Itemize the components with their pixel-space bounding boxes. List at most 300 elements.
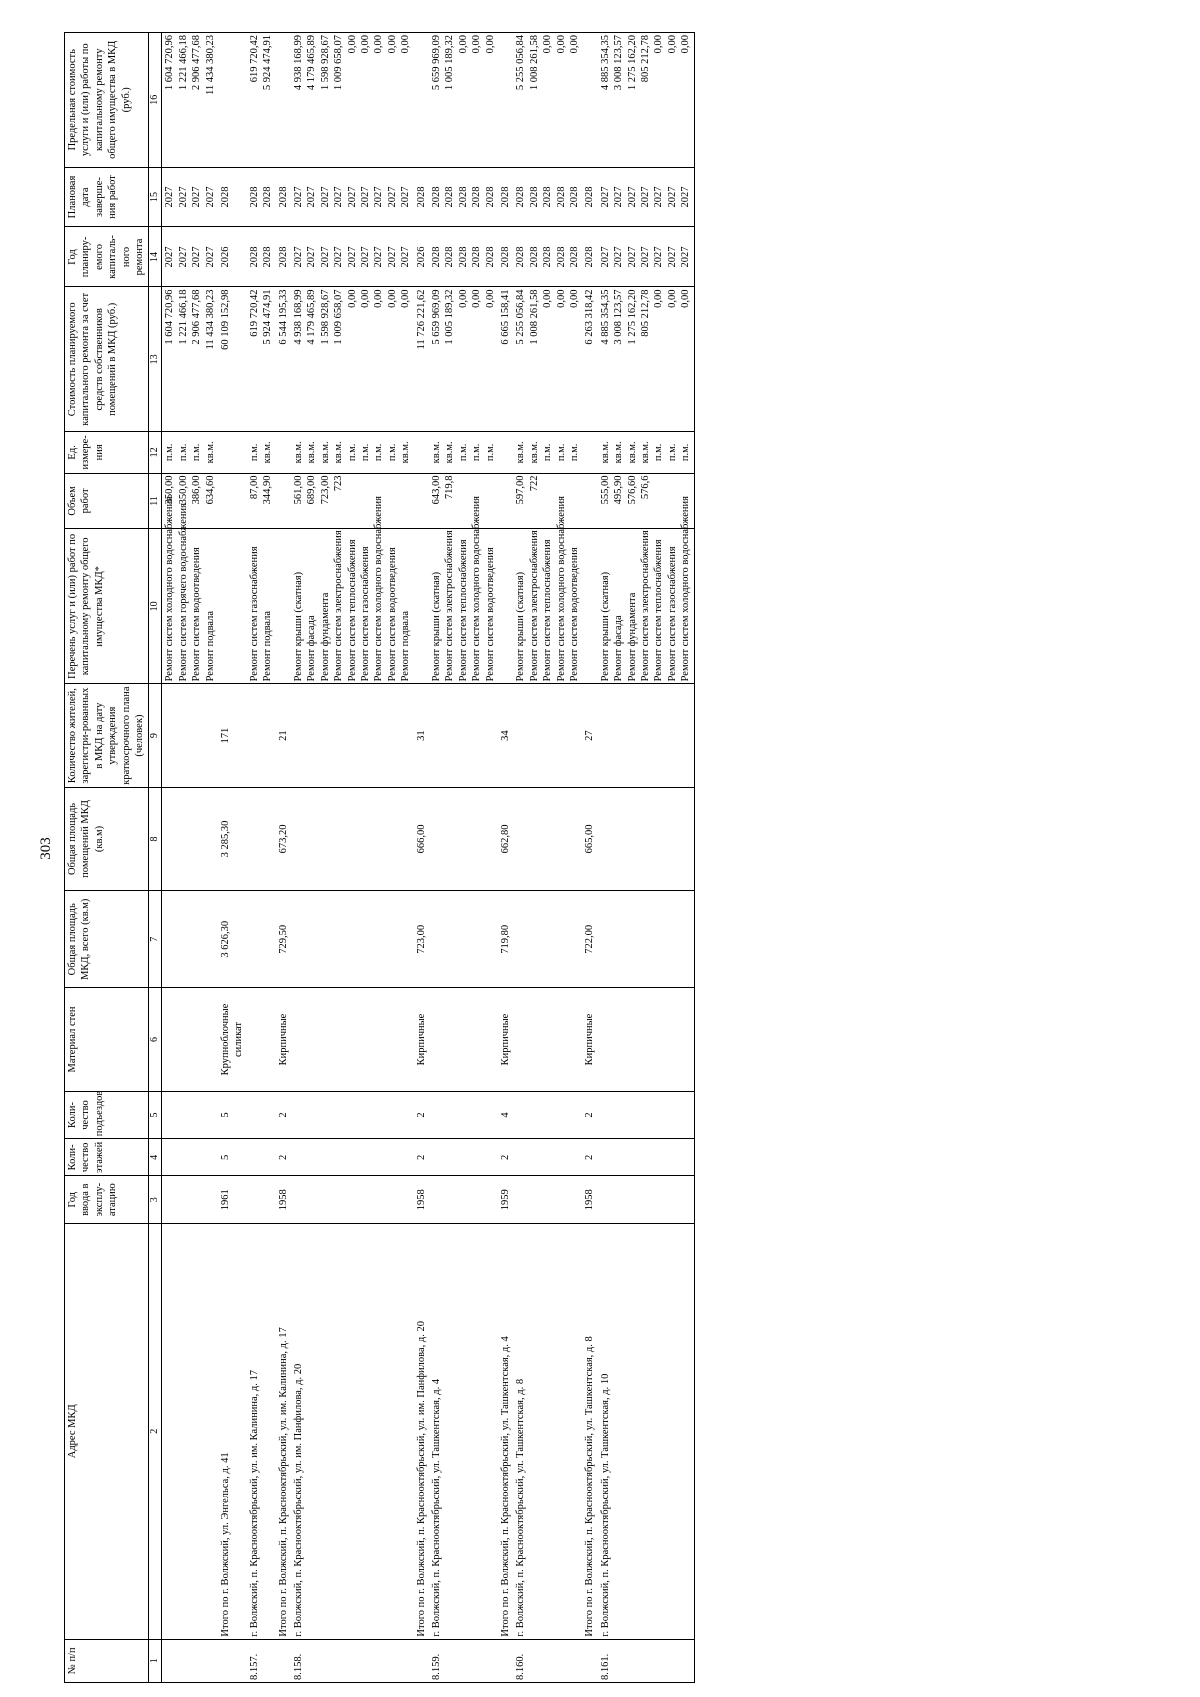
work-year: 2027 xyxy=(293,246,305,268)
work-name: Ремонт систем водоотведения xyxy=(568,547,580,682)
work-end-date: 2027 xyxy=(191,186,203,208)
address-cell: г. Волжский, п. Краснооктябрьский, ул. им. Панфилова, д. 20 xyxy=(291,1224,414,1640)
header-row xyxy=(65,33,149,1683)
empty-cell xyxy=(276,529,291,684)
work-end-date: 2027 xyxy=(613,186,625,208)
works-row xyxy=(513,33,582,1683)
total-row xyxy=(218,33,247,1683)
work-volume xyxy=(666,476,679,527)
work-volume: 495,90 xyxy=(613,475,625,505)
empty-cell xyxy=(291,988,414,1091)
work-limit: 0,00 xyxy=(542,35,554,54)
work-unit: п.м. xyxy=(386,443,398,462)
work-name: Ремонт крыши (скатная) xyxy=(293,571,305,682)
work-unit: п.м. xyxy=(177,443,189,462)
empty-cell xyxy=(276,473,291,529)
work-name: Ремонт систем холодного водоснабжения xyxy=(680,496,692,682)
total-walls: Кирпичные xyxy=(276,988,291,1091)
work-name: Ремонт систем холодного водоснабжения xyxy=(555,496,567,682)
work-unit: п.м. xyxy=(164,443,176,462)
works-row xyxy=(291,33,414,1683)
works-row xyxy=(162,33,218,1683)
work-cost-col xyxy=(598,287,694,432)
work-end-date: 2027 xyxy=(400,186,412,208)
work-cost: 1 008 261,58 xyxy=(528,289,540,345)
total-walls: Кирпичные xyxy=(414,988,429,1091)
work-limit: 3 008 123,57 xyxy=(613,35,625,91)
work-year: 2027 xyxy=(333,246,345,268)
total-walls: Кирпичные xyxy=(498,988,513,1091)
total-cost: 11 726 221,62 xyxy=(414,287,429,432)
work-name: Ремонт фундамента xyxy=(626,592,638,682)
empty-cell xyxy=(276,432,291,473)
work-year: 2028 xyxy=(542,246,554,268)
work-end-date: 2027 xyxy=(680,186,692,208)
work-volume: 719,8 xyxy=(444,475,456,500)
work-year: 2027 xyxy=(639,246,651,268)
work-cost: 0,00 xyxy=(386,289,398,308)
work-volume xyxy=(457,476,470,527)
work-limit-col xyxy=(513,33,582,168)
work-year-col xyxy=(598,227,694,287)
total-year-built: 1959 xyxy=(498,1176,513,1224)
work-volume: 723,00 xyxy=(319,475,331,505)
work-year: 2027 xyxy=(360,246,372,268)
work-limit: 0,00 xyxy=(568,35,580,54)
total-floors: 2 xyxy=(582,1139,597,1176)
work-limit: 0,00 xyxy=(373,35,385,54)
work-limit: 0,00 xyxy=(666,35,678,54)
column-number: 10 xyxy=(148,529,162,684)
empty-cell xyxy=(162,1091,218,1139)
work-cost: 805 212,78 xyxy=(639,289,651,337)
empty-cell xyxy=(162,891,218,988)
column-header: Перечень услуг и (или) работ по капитальному ремонту общего имущества МКД* xyxy=(65,529,149,684)
work-unit: кв.м. xyxy=(204,441,216,464)
empty-cell xyxy=(429,891,498,988)
work-name: Ремонт фасада xyxy=(613,615,625,682)
work-name: Ремонт систем газоснабжения xyxy=(248,546,260,682)
work-cost: 0,00 xyxy=(373,289,385,308)
total-cost: 6 544 195,33 xyxy=(276,287,291,432)
work-cost: 0,00 xyxy=(666,289,678,308)
empty-cell xyxy=(162,1139,218,1176)
work-year: 2027 xyxy=(653,246,665,268)
work-cost: 619 720,42 xyxy=(248,289,260,337)
empty-cell xyxy=(414,432,429,473)
empty-cell xyxy=(162,787,218,890)
empty-cell xyxy=(598,891,694,988)
total-entrances: 2 xyxy=(414,1091,429,1139)
work-cost: 2 906 477,68 xyxy=(191,289,203,345)
empty-cell xyxy=(414,473,429,529)
work-cost: 5 924 474,91 xyxy=(262,289,274,345)
work-year: 2028 xyxy=(555,246,567,268)
work-name: Ремонт систем теплоснабжения xyxy=(542,539,554,682)
work-unit: кв.м. xyxy=(293,441,305,464)
total-area-premises: 662,80 xyxy=(498,787,513,890)
total-floors: 2 xyxy=(414,1139,429,1176)
total-residents: 34 xyxy=(498,684,513,787)
work-year-col xyxy=(162,227,218,287)
work-name: Ремонт систем теплоснабжения xyxy=(346,539,358,682)
work-limit-col xyxy=(247,33,276,168)
work-cost-col xyxy=(513,287,582,432)
work-unit: кв.м. xyxy=(400,441,412,464)
work-cost: 1 221 466,18 xyxy=(177,289,189,345)
work-limit: 2 906 477,68 xyxy=(191,35,203,91)
work-end-date: 2028 xyxy=(457,186,469,208)
work-volume-col xyxy=(247,473,276,529)
work-cost: 4 885 354,35 xyxy=(599,289,611,345)
work-year: 2028 xyxy=(515,246,527,268)
row-number: 8.161. xyxy=(598,1639,694,1682)
work-end-date: 2028 xyxy=(568,186,580,208)
empty-cell xyxy=(513,891,582,988)
work-name: Ремонт систем электроснабжения xyxy=(528,530,540,682)
work-limit-col xyxy=(429,33,498,168)
work-cost: 3 008 123,57 xyxy=(613,289,625,345)
empty-cell xyxy=(429,787,498,890)
row-number: 8.159. xyxy=(429,1639,498,1682)
work-end-date: 2028 xyxy=(484,186,496,208)
total-row xyxy=(414,33,429,1683)
work-unit: п.м. xyxy=(653,443,665,462)
total-year-built: 1958 xyxy=(276,1176,291,1224)
work-cost-col xyxy=(247,287,276,432)
work-volume-col xyxy=(291,473,414,529)
work-cost: 1 604 720,96 xyxy=(164,289,176,345)
address-cell: г. Волжский, п. Краснооктябрьский, ул. Ташкентская, д. 10 xyxy=(598,1224,694,1640)
column-number: 5 xyxy=(148,1091,162,1139)
work-cost-col xyxy=(162,287,218,432)
work-unit-col xyxy=(429,432,498,473)
works-row xyxy=(247,33,276,1683)
work-unit: кв.м. xyxy=(319,441,331,464)
work-volume xyxy=(484,476,497,527)
work-end-date: 2028 xyxy=(528,186,540,208)
work-end-date: 2027 xyxy=(666,186,678,208)
empty-cell xyxy=(218,473,247,529)
work-unit: п.м. xyxy=(191,443,203,462)
work-cost: 4 938 168,99 xyxy=(293,289,305,345)
work-volume xyxy=(541,476,554,527)
work-unit: кв.м. xyxy=(599,441,611,464)
work-volume xyxy=(346,476,359,527)
work-cost: 5 255 056,84 xyxy=(515,289,527,345)
total-area-premises: 666,00 xyxy=(414,787,429,890)
work-cost: 11 434 380,23 xyxy=(204,289,216,350)
column-header: Стоимость планируемого капитального ремонта за счет средств собственников помещений в МКД (руб.) xyxy=(65,287,149,432)
empty-cell xyxy=(513,1091,582,1139)
work-limit: 1 604 720,96 xyxy=(164,35,176,91)
column-header: Ед. измере-ния xyxy=(65,432,149,473)
column-number: 3 xyxy=(148,1176,162,1224)
total-row xyxy=(498,33,513,1683)
work-volume: 643,00 xyxy=(431,475,443,505)
total-label: Итого по г. Волжский, п. Краснооктябрьский, ул. Ташкентская, д. 4 xyxy=(498,1224,513,1640)
work-volume: 561,00 xyxy=(293,475,305,505)
empty-cell xyxy=(582,473,597,529)
total-residents: 171 xyxy=(218,684,247,787)
work-year: 2027 xyxy=(626,246,638,268)
work-name: Ремонт подвала xyxy=(204,610,216,682)
total-end: 2028 xyxy=(218,167,247,227)
empty-cell xyxy=(513,684,582,787)
work-cost: 0,00 xyxy=(457,289,469,308)
empty-cell xyxy=(247,684,276,787)
works-row xyxy=(429,33,498,1683)
column-number: 14 xyxy=(148,227,162,287)
column-number: 6 xyxy=(148,988,162,1091)
empty-cell xyxy=(582,432,597,473)
work-limit: 0,00 xyxy=(653,35,665,54)
total-year: 2028 xyxy=(498,227,513,287)
total-walls: Крупноблочные силикат xyxy=(218,988,247,1091)
work-name: Ремонт крыши (скатная) xyxy=(431,571,443,682)
work-volume: 723 xyxy=(333,475,345,492)
work-volume: 555,00 xyxy=(599,475,611,505)
work-name: Ремонт систем водоотведения xyxy=(484,547,496,682)
column-header: Год ввода в эксплу-атацию xyxy=(65,1176,149,1224)
work-limit-col xyxy=(291,33,414,168)
work-unit: п.м. xyxy=(457,443,469,462)
column-number: 13 xyxy=(148,287,162,432)
work-volume: 634,60 xyxy=(204,475,216,505)
total-label: Итого по г. Волжский, ул. Энгельса, д. 41 xyxy=(218,1224,247,1640)
works-row xyxy=(598,33,694,1683)
empty-cell xyxy=(429,1176,498,1224)
empty-cell xyxy=(247,1139,276,1176)
empty-cell xyxy=(429,1139,498,1176)
work-year: 2027 xyxy=(346,246,358,268)
column-header: Адрес МКД xyxy=(65,1224,149,1640)
work-name: Ремонт систем водоотведения xyxy=(191,547,203,682)
empty-cell xyxy=(513,787,582,890)
work-cost: 1 598 928,67 xyxy=(319,289,331,345)
empty-cell xyxy=(218,1639,247,1682)
total-year: 2028 xyxy=(582,227,597,287)
work-cost: 0,00 xyxy=(400,289,412,308)
work-cost-col xyxy=(429,287,498,432)
total-residents: 27 xyxy=(582,684,597,787)
work-cost: 0,00 xyxy=(653,289,665,308)
work-volume: 87,00 xyxy=(248,475,260,500)
work-end-date: 2027 xyxy=(626,186,638,208)
works-list xyxy=(513,496,582,684)
total-cost: 60 109 152,98 xyxy=(218,287,247,432)
work-volume xyxy=(652,476,665,527)
work-volume-col xyxy=(513,473,582,529)
work-unit: п.м. xyxy=(555,443,567,462)
row-number xyxy=(162,1639,218,1682)
work-name: Ремонт систем теплоснабжения xyxy=(653,539,665,682)
total-year: 2026 xyxy=(218,227,247,287)
work-unit: п.м. xyxy=(568,443,580,462)
work-cost: 4 179 465,89 xyxy=(306,289,318,345)
work-unit: кв.м. xyxy=(626,441,638,464)
column-number: 15 xyxy=(148,167,162,227)
work-end-date: 2028 xyxy=(262,186,274,208)
work-unit: п.м. xyxy=(666,443,678,462)
work-cost: 0,00 xyxy=(680,289,692,308)
work-limit: 0,00 xyxy=(471,35,483,54)
work-limit: 0,00 xyxy=(555,35,567,54)
total-cost: 6 263 318,42 xyxy=(582,287,597,432)
work-limit: 1 005 189,32 xyxy=(444,35,456,91)
work-year: 2027 xyxy=(191,246,203,268)
work-limit: 1 009 658,07 xyxy=(333,35,345,91)
empty-cell xyxy=(291,891,414,988)
work-end-date: 2028 xyxy=(555,186,567,208)
work-unit: кв.м. xyxy=(262,441,274,464)
column-number: 12 xyxy=(148,432,162,473)
total-area-total: 3 626,30 xyxy=(218,891,247,988)
total-entrances: 2 xyxy=(276,1091,291,1139)
work-limit: 619 720,42 xyxy=(248,35,260,83)
work-limit-col xyxy=(162,33,218,168)
address-cell: г. Волжский, п. Краснооктябрьский, ул. Ташкентская, д. 4 xyxy=(429,1224,498,1640)
total-area-total: 729,50 xyxy=(276,891,291,988)
empty-cell xyxy=(498,1639,513,1682)
work-name: Ремонт подвала xyxy=(400,610,412,682)
work-unit-col xyxy=(291,432,414,473)
work-end-date: 2028 xyxy=(431,186,443,208)
work-end-date: 2027 xyxy=(333,186,345,208)
work-year-col xyxy=(291,227,414,287)
address-cell: г. Волжский, п. Краснооктябрьский, ул. им. Калинина, д. 17 xyxy=(247,1224,276,1640)
empty-cell xyxy=(598,1139,694,1176)
work-limit: 4 938 168,99 xyxy=(293,35,305,91)
work-end-date: 2027 xyxy=(599,186,611,208)
empty-cell xyxy=(247,787,276,890)
column-number: 8 xyxy=(148,787,162,890)
work-limit: 0,00 xyxy=(360,35,372,54)
work-unit: п.м. xyxy=(373,443,385,462)
column-number: 2 xyxy=(148,1224,162,1640)
work-unit: п.м. xyxy=(680,443,692,462)
empty-cell xyxy=(513,1139,582,1176)
work-unit-col xyxy=(598,432,694,473)
work-volume xyxy=(568,476,581,527)
total-area-premises: 673,20 xyxy=(276,787,291,890)
works-list xyxy=(162,496,218,684)
work-volume: 597,00 xyxy=(515,475,527,505)
row-number: 8.160. xyxy=(513,1639,582,1682)
empty-cell xyxy=(498,473,513,529)
address-cell xyxy=(162,1224,218,1640)
work-end-date: 2027 xyxy=(164,186,176,208)
work-unit: п.м. xyxy=(248,443,260,462)
empty-cell xyxy=(429,988,498,1091)
work-end-date: 2027 xyxy=(360,186,372,208)
work-limit: 5 659 969,09 xyxy=(431,35,443,91)
work-volume: 386,00 xyxy=(191,475,203,505)
work-name: Ремонт крыши (скатная) xyxy=(515,571,527,682)
work-year: 2028 xyxy=(431,246,443,268)
empty-cell xyxy=(218,432,247,473)
total-area-total: 719,80 xyxy=(498,891,513,988)
work-year: 2028 xyxy=(471,246,483,268)
total-floors: 2 xyxy=(498,1139,513,1176)
work-year: 2027 xyxy=(204,246,216,268)
work-limit: 11 434 380,23 xyxy=(204,35,216,95)
work-name: Ремонт систем водоотведения xyxy=(386,547,398,682)
work-limit: 1 598 928,67 xyxy=(319,35,331,91)
empty-cell xyxy=(276,1639,291,1682)
work-cost: 0,00 xyxy=(471,289,483,308)
empty-cell xyxy=(582,33,597,168)
empty-cell xyxy=(598,684,694,787)
work-volume: 576,6 xyxy=(639,475,651,500)
total-walls: Кирпичные xyxy=(582,988,597,1091)
works-list xyxy=(429,496,498,684)
work-limit-col xyxy=(598,33,694,168)
total-row xyxy=(276,33,291,1683)
empty-cell xyxy=(276,33,291,168)
empty-cell xyxy=(414,1639,429,1682)
empty-cell xyxy=(582,529,597,684)
empty-cell xyxy=(218,33,247,168)
empty-cell xyxy=(247,988,276,1091)
work-cost: 0,00 xyxy=(555,289,567,308)
total-end: 2028 xyxy=(582,167,597,227)
work-year: 2028 xyxy=(457,246,469,268)
work-year: 2027 xyxy=(400,246,412,268)
work-name: Ремонт систем горячего водоснабжения xyxy=(177,503,189,682)
work-unit: п.м. xyxy=(360,443,372,462)
work-unit: кв.м. xyxy=(431,441,443,464)
column-header: Коли-чество подъездов xyxy=(65,1091,149,1139)
empty-cell xyxy=(414,33,429,168)
column-header: № п/п xyxy=(65,1639,149,1682)
work-cost: 5 659 969,09 xyxy=(431,289,443,345)
work-end-date-col xyxy=(162,167,218,227)
total-residents: 31 xyxy=(414,684,429,787)
work-volume xyxy=(399,476,412,527)
empty-cell xyxy=(218,529,247,684)
work-limit: 0,00 xyxy=(346,35,358,54)
empty-cell xyxy=(291,684,414,787)
empty-cell xyxy=(162,988,218,1091)
work-end-date: 2028 xyxy=(248,186,260,208)
work-name: Ремонт систем холодного водоснабжения xyxy=(471,496,483,682)
work-limit: 4 885 354,35 xyxy=(599,35,611,91)
empty-cell xyxy=(498,432,513,473)
work-limit: 1 221 466,18 xyxy=(177,35,189,91)
column-header: Коли-чество этажей xyxy=(65,1139,149,1176)
work-limit: 0,00 xyxy=(386,35,398,54)
page-number: 303 xyxy=(38,837,54,860)
empty-cell xyxy=(498,529,513,684)
work-volume: 350,00 xyxy=(177,475,189,505)
work-end-date-col xyxy=(247,167,276,227)
work-cost: 0,00 xyxy=(568,289,580,308)
work-end-date: 2027 xyxy=(373,186,385,208)
work-volume-col xyxy=(429,473,498,529)
work-name: Ремонт систем холодного водоснабжения xyxy=(373,496,385,682)
column-header: Количество жителей, зарегистри-рованных в МКД на дату утверждения краткосрочного плана (человек) xyxy=(65,684,149,787)
total-area-premises: 665,00 xyxy=(582,787,597,890)
work-name: Ремонт крыши (скатная) xyxy=(599,571,611,682)
work-limit: 0,00 xyxy=(457,35,469,54)
column-number: 1 xyxy=(148,1639,162,1682)
work-name: Ремонт систем газоснабжения xyxy=(360,546,372,682)
total-year-built: 1958 xyxy=(414,1176,429,1224)
work-volume: 576,60 xyxy=(626,475,638,505)
repair-plan-table xyxy=(64,32,695,1683)
work-cost: 1 009 658,07 xyxy=(333,289,345,345)
